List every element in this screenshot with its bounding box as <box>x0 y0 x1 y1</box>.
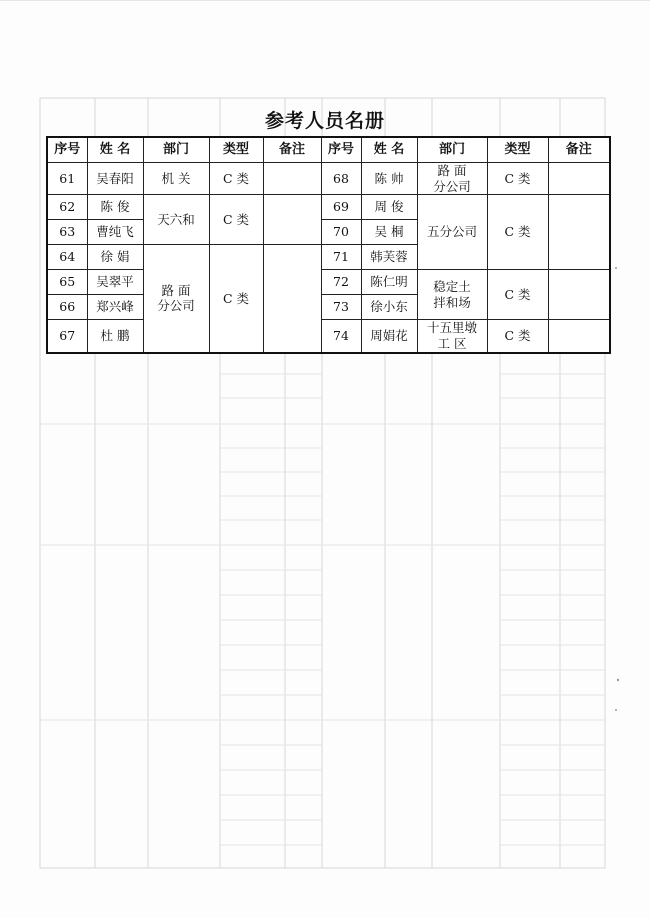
type-cell: C 类 <box>209 195 263 245</box>
table-row <box>47 163 610 195</box>
seq-cell: 67 <box>47 320 87 353</box>
name-cell: 周娟花 <box>361 320 417 353</box>
type-cell: C 类 <box>487 270 548 320</box>
dept-cell: 路 面 分公司 <box>417 163 487 195</box>
seq-cell: 61 <box>47 163 87 195</box>
header-dept: 部门 <box>143 137 209 163</box>
header-seq: 序号 <box>321 137 361 163</box>
page-title: 参考人员名册 <box>264 110 385 132</box>
type-cell: C 类 <box>209 163 263 195</box>
note-cell <box>263 163 321 195</box>
name-cell: 周 俊 <box>361 195 417 220</box>
name-cell: 徐小东 <box>361 295 417 320</box>
name-cell: 陈 帅 <box>361 163 417 195</box>
header-dept: 部门 <box>417 137 487 163</box>
dept-cell: 天六和 <box>143 195 209 245</box>
seq-cell: 68 <box>321 163 361 195</box>
seq-cell: 66 <box>47 295 87 320</box>
note-cell <box>263 195 321 245</box>
type-cell: C 类 <box>487 320 548 353</box>
dept-cell: 稳定土 拌和场 <box>417 270 487 320</box>
type-cell: C 类 <box>487 163 548 195</box>
name-cell: 杜 鹏 <box>87 320 143 353</box>
name-cell: 陈仁明 <box>361 270 417 295</box>
name-cell: 郑兴峰 <box>87 295 143 320</box>
header-name: 姓 名 <box>87 137 143 163</box>
header-row <box>47 137 610 163</box>
seq-cell: 65 <box>47 270 87 295</box>
note-cell <box>548 270 610 320</box>
header-note: 备注 <box>263 137 321 163</box>
seq-cell: 70 <box>321 220 361 245</box>
seq-cell: 69 <box>321 195 361 220</box>
table-row <box>47 195 610 220</box>
seq-cell: 73 <box>321 295 361 320</box>
note-cell <box>548 320 610 353</box>
dept-cell: 路 面 分公司 <box>143 245 209 353</box>
header-note: 备注 <box>548 137 610 163</box>
note-cell <box>548 195 610 270</box>
name-cell: 徐 娟 <box>87 245 143 270</box>
name-cell: 吴 桐 <box>361 220 417 245</box>
seq-cell: 74 <box>321 320 361 353</box>
seq-cell: 63 <box>47 220 87 245</box>
roster-table <box>46 136 611 354</box>
header-name: 姓 名 <box>361 137 417 163</box>
dept-cell: 五分公司 <box>417 195 487 270</box>
table-row <box>47 270 610 295</box>
dept-cell: 十五里墩 工 区 <box>417 320 487 353</box>
dept-cell: 机 关 <box>143 163 209 195</box>
note-cell <box>548 163 610 195</box>
name-cell: 韩芙蓉 <box>361 245 417 270</box>
type-cell: C 类 <box>487 195 548 270</box>
header-seq: 序号 <box>47 137 87 163</box>
name-cell: 曹纯飞 <box>87 220 143 245</box>
name-cell: 吴翠平 <box>87 270 143 295</box>
seq-cell: 62 <box>47 195 87 220</box>
header-type: 类型 <box>487 137 548 163</box>
seq-cell: 64 <box>47 245 87 270</box>
header-type: 类型 <box>209 137 263 163</box>
name-cell: 吴春阳 <box>87 163 143 195</box>
seq-cell: 71 <box>321 245 361 270</box>
seq-cell: 72 <box>321 270 361 295</box>
table-row <box>47 320 610 353</box>
note-cell <box>263 245 321 353</box>
name-cell: 陈 俊 <box>87 195 143 220</box>
type-cell: C 类 <box>209 245 263 353</box>
